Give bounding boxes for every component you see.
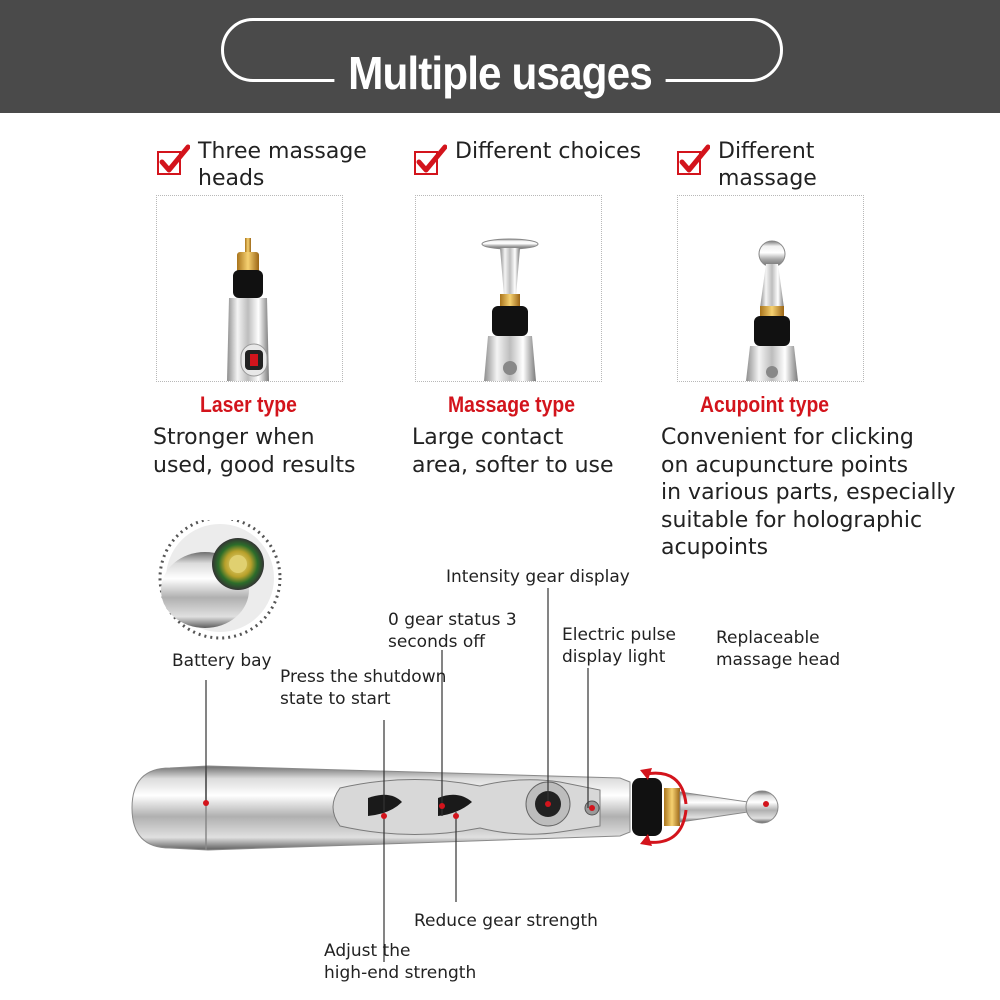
type-description-massage: Large contact area, softer to use: [412, 425, 614, 478]
type-description-acupoint: Convenient for clicking on acupuncture points in various parts, especially suitable for holographic acupoints: [661, 425, 956, 560]
feature-text: Three massage heads: [198, 139, 367, 191]
feature-text: Different choices: [455, 139, 642, 164]
feature-text: Different massage: [718, 139, 817, 191]
label-reduce-strength: Reduce gear strength: [414, 911, 598, 931]
laser-head-icon: [157, 196, 342, 381]
label-replaceable-head: Replaceable massage head: [716, 628, 841, 670]
massage-head-photo: [415, 195, 602, 382]
label-shutdown: Press the shutdown state to start: [280, 667, 447, 709]
label-adjust-high: Adjust the high-end strength: [324, 941, 477, 983]
massage-head-icon: [416, 196, 601, 381]
label-gear-status: 0 gear status 3 seconds off: [388, 610, 517, 652]
battery-bay-detail: [160, 520, 280, 638]
label-pulse-light: Electric pulse display light: [562, 625, 677, 667]
type-description-laser: Stronger when used, good results: [153, 425, 356, 478]
label-intensity-display: Intensity gear display: [446, 567, 630, 587]
banner-title: Multiple usages: [334, 40, 665, 106]
type-label-acupoint: Acupoint type: [700, 392, 830, 417]
checkmark-icon: [676, 144, 710, 178]
label-battery-bay: Battery bay: [172, 651, 272, 671]
checkmark-icon: [413, 144, 447, 178]
type-label-laser: Laser type: [200, 392, 297, 417]
type-label-massage: Massage type: [448, 392, 575, 417]
acupoint-head-icon: [678, 196, 863, 381]
pen-body: [132, 766, 778, 850]
laser-head-photo: [156, 195, 343, 382]
acupoint-head-photo: [677, 195, 864, 382]
checkmark-icon: [156, 144, 190, 178]
header-banner: [0, 0, 1000, 113]
